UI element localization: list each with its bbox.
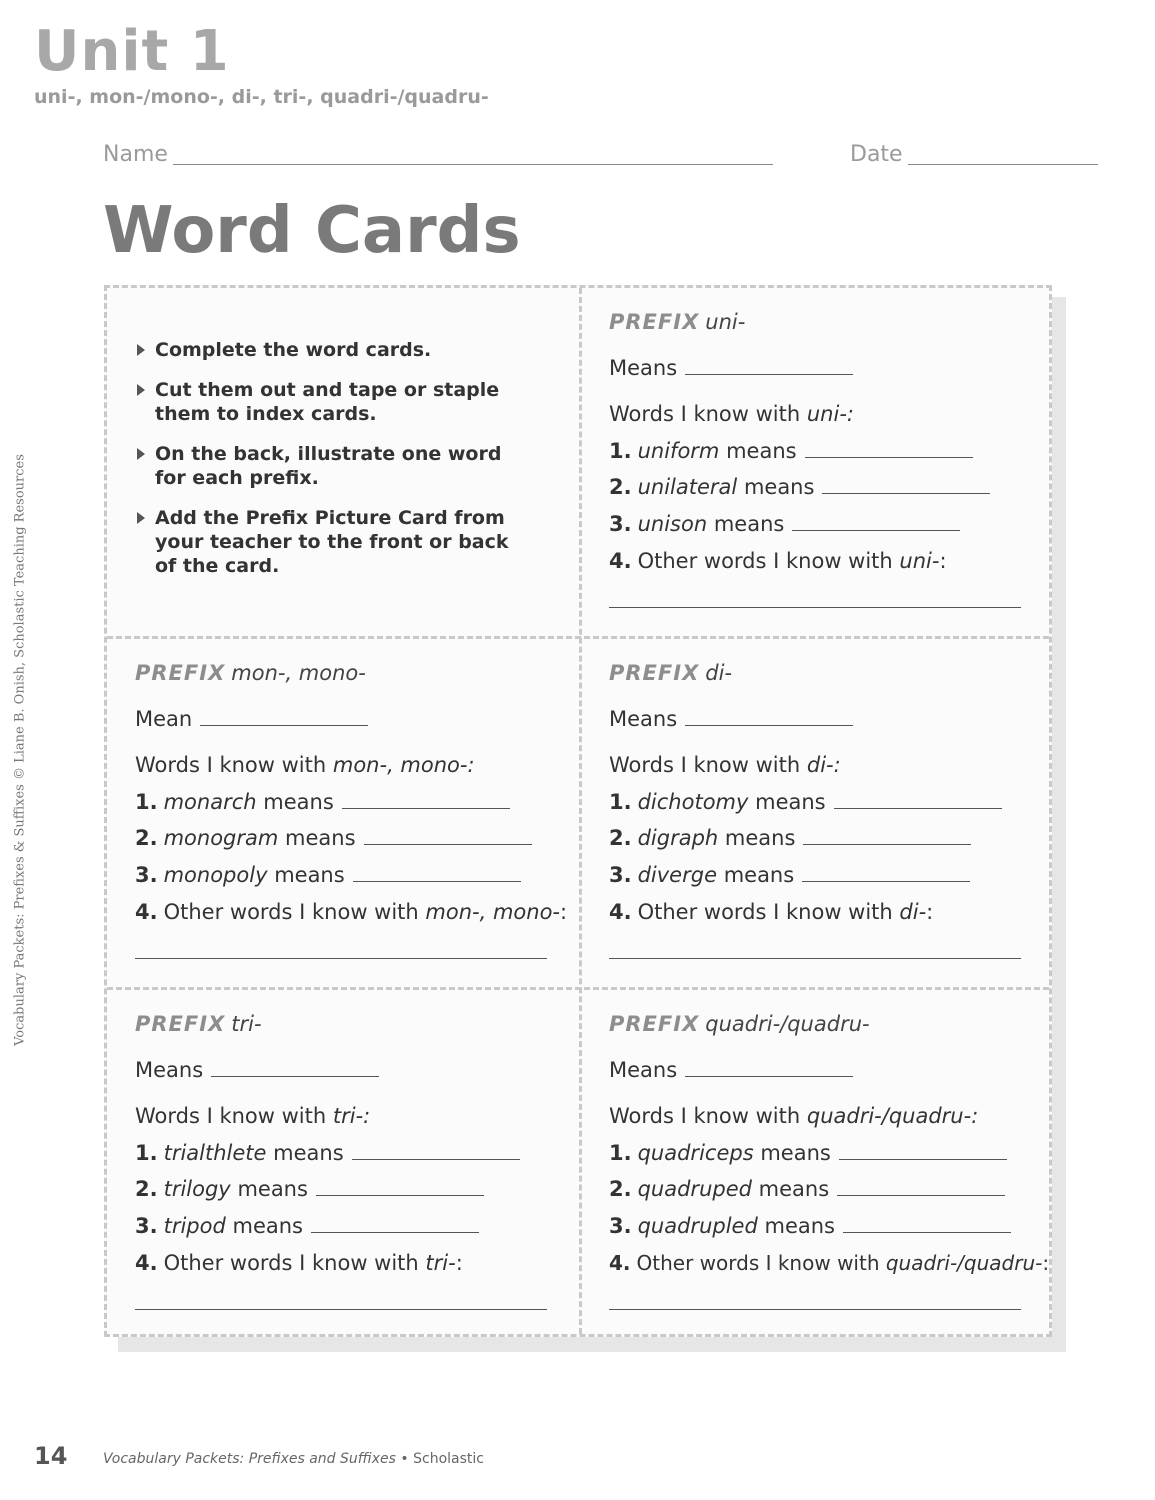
word-item: 2. unilateral means: [609, 475, 990, 499]
means-blank[interactable]: [200, 724, 368, 726]
word-item: 2. monogram means: [135, 826, 532, 850]
instruction-item: On the back, illustrate one word for each prefix.: [135, 442, 505, 490]
answer-blank[interactable]: [839, 1158, 1007, 1160]
footer-credit: Vocabulary Packets: Prefixes and Suffixes • Scholastic: [103, 1451, 484, 1467]
page-heading: Word Cards: [103, 194, 521, 268]
card-prefix-heading: PREFIX mon-, mono-: [135, 661, 366, 685]
word-item: 1. monarch means: [135, 790, 510, 814]
word-item: 3. unison means: [609, 512, 960, 536]
card-prefix-heading: PREFIX quadri-/quadru-: [609, 1012, 870, 1036]
word-item: 1. quadriceps means: [609, 1141, 1007, 1165]
answer-blank[interactable]: [822, 492, 990, 494]
date-field[interactable]: [908, 164, 1098, 165]
means-row: Mean: [135, 707, 368, 731]
means-blank[interactable]: [211, 1075, 379, 1077]
word-item: 2. digraph means: [609, 826, 971, 850]
other-words-row: 4. Other words I know with quadri-/quadru-:: [609, 1251, 1050, 1275]
instruction-item: Complete the word cards.: [135, 338, 555, 362]
words-intro: Words I know with mon-, mono-:: [135, 753, 475, 777]
answer-blank[interactable]: [352, 1158, 520, 1160]
means-row: Means: [609, 1058, 853, 1082]
other-words-blank[interactable]: [609, 1309, 1021, 1310]
instruction-item: Add the Prefix Picture Card from your teacher to the front or back of the card.: [135, 506, 520, 578]
other-words-blank[interactable]: [135, 1309, 547, 1310]
words-intro: Words I know with quadri-/quadru-:: [609, 1104, 979, 1128]
unit-title: Unit 1: [34, 19, 230, 84]
card-prefix-heading: PREFIX tri-: [135, 1012, 262, 1036]
word-item: 3. tripod means: [135, 1214, 479, 1238]
word-item: 2. trilogy means: [135, 1177, 484, 1201]
answer-blank[interactable]: [805, 456, 973, 458]
other-words-row: 4. Other words I know with tri-:: [135, 1251, 463, 1275]
name-label: Name: [103, 142, 168, 167]
name-field[interactable]: [173, 164, 773, 165]
answer-blank[interactable]: [834, 807, 1002, 809]
answer-blank[interactable]: [802, 880, 970, 882]
other-words-row: 4. Other words I know with di-:: [609, 900, 934, 924]
card-prefix-heading: PREFIX uni-: [609, 310, 746, 334]
other-words-blank[interactable]: [609, 607, 1021, 608]
name-date-row: [103, 142, 1098, 172]
word-item: 3. diverge means: [609, 863, 970, 887]
word-card-di: [609, 661, 1049, 1001]
words-intro: Words I know with di-:: [609, 753, 841, 777]
word-card-tri: [135, 1012, 575, 1352]
card-prefix-heading: PREFIX di-: [609, 661, 733, 685]
means-row: Means: [609, 707, 853, 731]
answer-blank[interactable]: [843, 1231, 1011, 1233]
other-words-row: 4. Other words I know with mon-, mono-:: [135, 900, 568, 924]
word-item: 1. trialthlete means: [135, 1141, 520, 1165]
means-blank[interactable]: [685, 373, 853, 375]
answer-blank[interactable]: [364, 843, 532, 845]
word-item: 3. quadrupled means: [609, 1214, 1011, 1238]
answer-blank[interactable]: [316, 1194, 484, 1196]
means-row: Means: [609, 356, 853, 380]
words-intro: Words I know with uni-:: [609, 402, 854, 426]
word-item: 1. uniform means: [609, 439, 973, 463]
word-item: 2. quadruped means: [609, 1177, 1005, 1201]
other-words-row: 4. Other words I know with uni-:: [609, 549, 947, 573]
unit-subtitle: uni-, mon-/mono-, di-, tri-, quadri-/quadru-: [34, 86, 489, 108]
instructions-card: [135, 338, 555, 594]
word-card-quadri: [609, 1012, 1049, 1352]
answer-blank[interactable]: [311, 1231, 479, 1233]
word-card-mono: [135, 661, 575, 1001]
word-item: 3. monopoly means: [135, 863, 521, 887]
word-item: 1. dichotomy means: [609, 790, 1002, 814]
means-blank[interactable]: [685, 724, 853, 726]
other-words-blank[interactable]: [135, 958, 547, 959]
means-blank[interactable]: [685, 1075, 853, 1077]
page-number: 14: [34, 1442, 68, 1470]
bullet-icon: [137, 448, 145, 460]
word-card-uni: [609, 310, 1049, 650]
answer-blank[interactable]: [803, 843, 971, 845]
instruction-item: Cut them out and tape or staple them to index cards.: [135, 378, 505, 426]
bullet-icon: [137, 344, 145, 356]
answer-blank[interactable]: [837, 1194, 1005, 1196]
bullet-icon: [137, 384, 145, 396]
bullet-icon: [137, 512, 145, 524]
answer-blank[interactable]: [342, 807, 510, 809]
answer-blank[interactable]: [353, 880, 521, 882]
means-row: Means: [135, 1058, 379, 1082]
answer-blank[interactable]: [792, 529, 960, 531]
date-label: Date: [850, 142, 903, 167]
words-intro: Words I know with tri-:: [135, 1104, 371, 1128]
cut-line-vertical: [579, 288, 582, 1334]
other-words-blank[interactable]: [609, 958, 1021, 959]
